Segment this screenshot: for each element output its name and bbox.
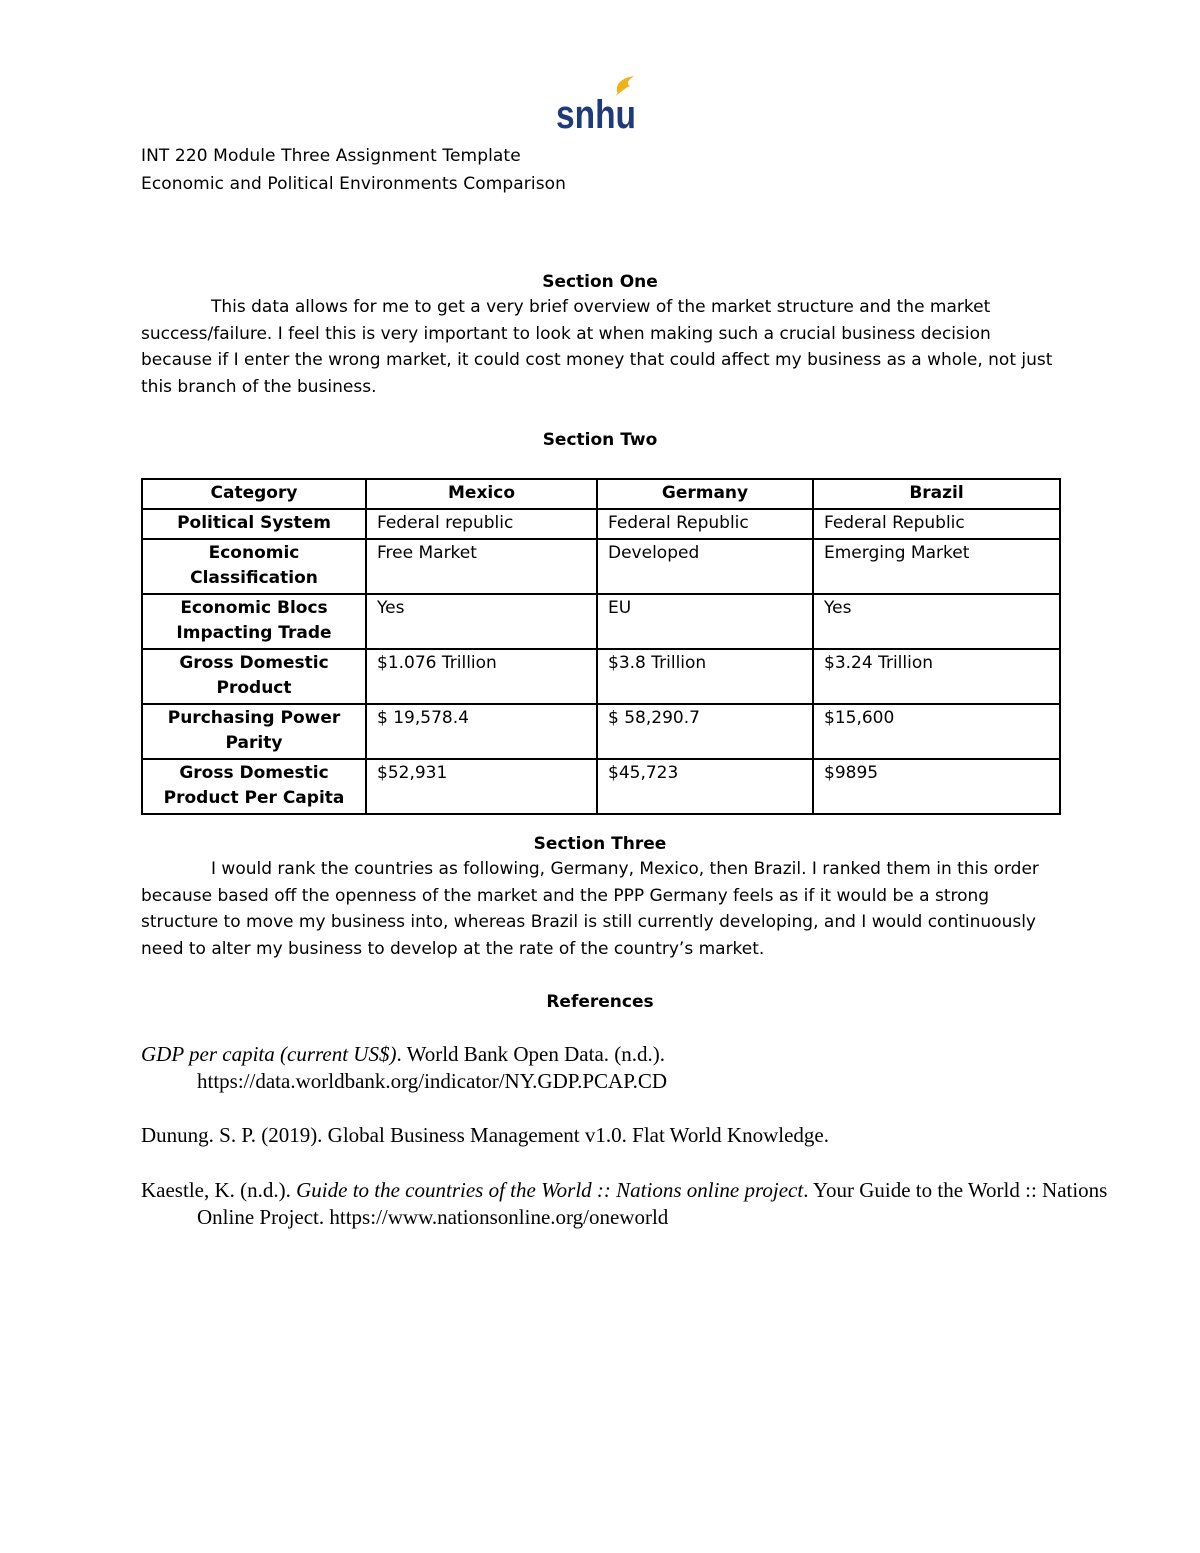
reference-text: Dunung. S. P. (2019). Global Business Management v1.0. Flat World Knowledge. — [141, 1123, 829, 1147]
table-cell: Yes — [366, 594, 597, 649]
row-label-gdp-per-capita: Gross Domestic Product Per Capita — [142, 759, 366, 814]
table-row — [142, 509, 1060, 539]
reference-item — [141, 1041, 1115, 1095]
references-heading: References — [546, 992, 654, 1012]
table-cell: Free Market — [366, 539, 597, 594]
reference-item — [141, 1122, 1115, 1149]
table-row — [142, 704, 1060, 759]
reference-text: . Your Guide to the World :: Nations Online Project. https://www.nationsonline.org/oneworld — [197, 1178, 1108, 1229]
row-label-political-system: Political System — [142, 509, 366, 539]
table-cell: Federal Republic — [597, 509, 813, 539]
table-cell: $45,723 — [597, 759, 813, 814]
table-cell: $9895 — [813, 759, 1060, 814]
table-cell: Federal Republic — [813, 509, 1060, 539]
header-category: Category — [142, 479, 366, 509]
table-cell: EU — [597, 594, 813, 649]
document-title: Economic and Political Environments Comparison — [141, 174, 567, 194]
course-line: INT 220 Module Three Assignment Template — [141, 146, 521, 166]
section-three-body: I would rank the countries as following, Germany, Mexico, then Brazil. I ranked them in this order because based off the openness of the market and the PPP Germany feels as if it would be a strong structure to move my business into, whereas Brazil is still currently developing, and I would continuously need to alter my business to develop at the rate of the country’s market. — [141, 859, 1039, 959]
table-row — [142, 539, 1060, 594]
table-cell: $1.076 Trillion — [366, 649, 597, 704]
row-label-gdp: Gross Domestic Product — [142, 649, 366, 704]
table-cell: $52,931 — [366, 759, 597, 814]
section-one-body: This data allows for me to get a very brief overview of the market structure and the market success/failure. I feel this is very important to look at when making such a crucial business decision because if I enter the wrong market, it could cost money that could affect my business as a whole, not just this branch of the business. — [141, 297, 1053, 397]
section-two-heading: Section Two — [542, 430, 658, 450]
table-cell: $15,600 — [813, 704, 1060, 759]
table-cell: Federal republic — [366, 509, 597, 539]
reference-title: GDP per capita (current US$) — [141, 1042, 397, 1066]
header-mexico: Mexico — [366, 479, 597, 509]
section-three-heading: Section Three — [533, 834, 667, 854]
row-label-economic-classification: Economic Classification — [142, 539, 366, 594]
table-cell: Developed — [597, 539, 813, 594]
reference-title: Guide to the countries of the World :: Nations online project — [296, 1178, 804, 1202]
table-cell: $ 58,290.7 — [597, 704, 813, 759]
table-cell: $ 19,578.4 — [366, 704, 597, 759]
row-label-ppp: Purchasing Power Parity — [142, 704, 366, 759]
row-label-economic-blocs: Economic Blocs Impacting Trade — [142, 594, 366, 649]
header-brazil: Brazil — [813, 479, 1060, 509]
reference-text: Kaestle, K. (n.d.). — [141, 1178, 297, 1202]
table-cell: $3.24 Trillion — [813, 649, 1060, 704]
comparison-table — [141, 478, 1061, 815]
table-cell: $3.8 Trillion — [597, 649, 813, 704]
snhu-logo — [556, 74, 640, 137]
table-row — [142, 594, 1060, 649]
table-row — [142, 759, 1060, 814]
reference-text: . World Bank Open Data. (n.d.). https://data.worldbank.org/indicator/NY.GDP.PCAP.CD — [197, 1042, 667, 1093]
section-one-heading: Section One — [542, 272, 658, 292]
logo-text: snhu — [556, 93, 636, 137]
table-cell: Emerging Market — [813, 539, 1060, 594]
table-cell: Yes — [813, 594, 1060, 649]
table-row — [142, 649, 1060, 704]
table-header-row — [142, 479, 1060, 509]
header-germany: Germany — [597, 479, 813, 509]
reference-item — [141, 1177, 1115, 1231]
